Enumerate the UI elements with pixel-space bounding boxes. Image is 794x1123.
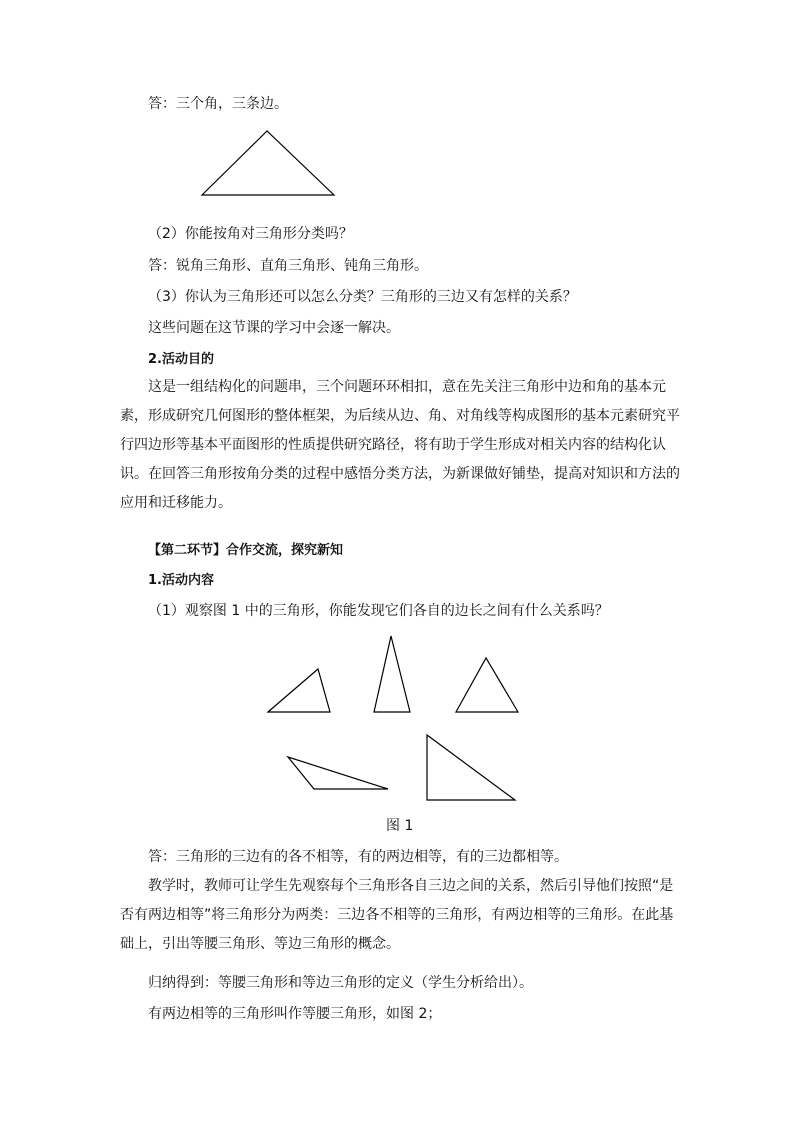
question-3: （3）你认为三角形还可以怎么分类？三角形的三边又有怎样的关系？ — [148, 289, 577, 305]
triangle-3 — [456, 658, 518, 712]
goal-paragraph: 这是一组结构化的问题串，三个问题环环相扣，意在先关注三角形中边和角的基本元素，形成研究几何图形的整体框架，为后续从边、角、对角线等构成图形的基本元素研究平行四边形等基本平面图形的性质提供研究路径，将有助于学生形成对相关内容的结构化认识。在回答三角形按角分类的过程中感悟分类方法，为新课做好铺垫，提高对知识和方法的应用和迁移能力。 — [120, 379, 680, 511]
answer-2: 答：锐角三角形、直角三角形、钝角三角形。 — [148, 258, 428, 274]
definition-line: 有两边相等的三角形叫作等腰三角形，如图 2； — [148, 1006, 442, 1022]
triangle-obtuse-top — [202, 131, 334, 195]
heading-activity-goal: 2.活动目的 — [148, 352, 214, 367]
figure-caption: 图 1 — [386, 818, 414, 834]
teaching-paragraph: 教学时，教师可让学生先观察每个三角形各自三边之间的关系，然后引导他们按照“是否有两边相等”将三角形分为两类：三边各不相等的三角形，有两边相等的三角形。在此基础上，引出等腰三角形、等边三角形的概念。 — [120, 878, 674, 952]
answer-1b: 答：三角形的三边有的各不相等，有的两边相等，有的三边都相等。 — [148, 849, 568, 865]
question-2: （2）你能按角对三角形分类吗？ — [148, 226, 353, 242]
heading-section-2: 【第二环节】合作交流，探究新知 — [148, 543, 344, 558]
triangle-5 — [427, 735, 515, 800]
answer-1: 答：三个角，三条边。 — [148, 96, 288, 112]
triangle-4 — [288, 757, 388, 789]
note-line: 这些问题在这节课的学习中会逐一解决。 — [148, 320, 400, 336]
heading-activity-content: 1.活动内容 — [148, 573, 214, 588]
triangle-2 — [374, 636, 410, 712]
triangle-1 — [268, 669, 330, 712]
question-1b: （1）观察图 1 中的三角形，你能发现它们各自的边长之间有什么关系吗？ — [148, 603, 609, 619]
summary-line: 归纳得到：等腰三角形和等边三角形的定义（学生分析给出）。 — [148, 975, 533, 991]
